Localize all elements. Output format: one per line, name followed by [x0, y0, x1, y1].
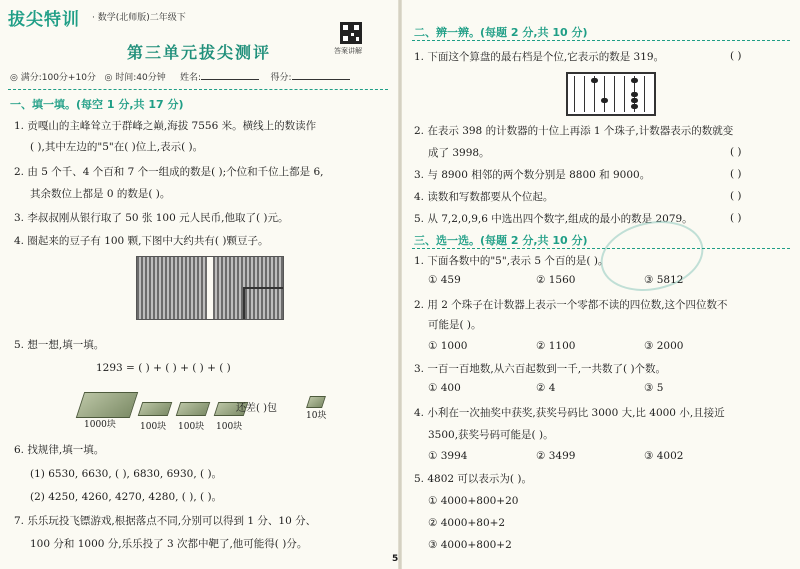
brand-logo: 拔尖特训: [8, 10, 80, 30]
judge-2-line1: 2. 在表示 398 的计数器的十位上再添 1 个珠子,计数器表示的数就变: [414, 125, 734, 137]
subject-label: · 数学(北师版)二年级下: [92, 13, 186, 23]
option[interactable]: ③ 5: [644, 382, 664, 394]
option[interactable]: ③ 4000+800+2: [428, 539, 512, 551]
question-7-line2: 100 分和 1000 分,乐乐投了 3 次都中靶了,他可能得( )分。: [30, 538, 308, 550]
block-label: 1000块: [84, 420, 116, 430]
divider: [8, 89, 388, 90]
choice-5: 5. 4802 可以表示为( )。: [414, 473, 532, 485]
choice-3-options: [428, 382, 752, 394]
option[interactable]: ① 3994: [428, 450, 468, 462]
divider: [412, 40, 790, 41]
option[interactable]: ② 4000+80+2: [428, 517, 506, 529]
time-limit: ◎ 时间:40分钟: [104, 73, 166, 83]
block-label: 10块: [306, 411, 327, 421]
question-2-line2: 其余数位上都是 0 的数是( )。: [30, 188, 171, 200]
choice-3: 3. 一百一百地数,从六百起数到一千,一共数了( )个数。: [414, 363, 667, 375]
judge-5: 5. 从 7,2,0,9,6 中选出四个数字,组成的最小的数是 2079。: [414, 213, 693, 225]
block-label: 100块: [216, 422, 243, 432]
thousand-block-icon: [76, 392, 138, 418]
still-short-label: 还差( )包: [236, 403, 277, 414]
section-heading-judge: 二、辨一辨。(每题 2 分,共 10 分): [414, 26, 588, 39]
choice-1: 1. 下面各数中的"5",表示 5 个百的是( )。: [414, 255, 609, 267]
option[interactable]: ① 1000: [428, 340, 468, 352]
name-label: 姓名:: [180, 73, 202, 83]
page-number: 5: [392, 554, 399, 564]
judge-1: 1. 下面这个算盘的最右档是个位,它表示的数是 319。: [414, 51, 665, 63]
answer-blank[interactable]: ( ): [730, 50, 742, 62]
left-page: [0, 0, 398, 569]
answer-blank[interactable]: ( ): [730, 190, 742, 202]
choice-4-line2: 3500,获奖号码可能是( )。: [428, 429, 554, 441]
hundred-block-icon: [176, 402, 211, 416]
question-6-part1: (1) 6530, 6630, ( ), 6830, 6930, ( )。: [30, 468, 223, 480]
judge-3: 3. 与 8900 相邻的两个数分别是 8800 和 9000。: [414, 169, 651, 181]
score-label: 得分:: [270, 73, 292, 83]
judge-4: 4. 读数和写数都要从个位起。: [414, 191, 554, 203]
section-heading-choose: 三、选一选。(每题 2 分,共 10 分): [414, 234, 588, 247]
name-field[interactable]: [201, 79, 259, 80]
option[interactable]: ① 459: [428, 274, 461, 286]
option[interactable]: ① 4000+800+20: [428, 495, 519, 507]
option[interactable]: ② 4: [536, 382, 556, 394]
choice-4-options: [428, 450, 752, 462]
option[interactable]: ③ 4002: [644, 450, 684, 462]
choice-2-line2: 可能是( )。: [428, 319, 482, 331]
question-4: 4. 圈起来的豆子有 100 颗,下图中大约共有( )颗豆子。: [14, 235, 269, 247]
option[interactable]: ① 400: [428, 382, 461, 394]
question-6: 6. 找规律,填一填。: [14, 444, 105, 456]
question-5-equation: 1293 = ( ) + ( ) + ( ) + ( ): [96, 362, 231, 374]
question-5: 5. 想一想,填一填。: [14, 339, 105, 351]
answer-blank[interactable]: ( ): [730, 146, 742, 158]
answer-blank[interactable]: ( ): [730, 168, 742, 180]
qr-label: 答案讲解: [334, 47, 362, 55]
full-score: ◎ 满分:100分+10分: [10, 73, 96, 83]
beans-picture: [136, 256, 284, 320]
divider: [412, 248, 790, 249]
block-label: 100块: [140, 422, 167, 432]
option[interactable]: ② 1100: [536, 340, 576, 352]
section-heading-fill: 一、填一填。(每空 1 分,共 17 分): [10, 98, 184, 111]
score-field[interactable]: [292, 79, 350, 80]
option[interactable]: ③ 2000: [644, 340, 684, 352]
question-7-line1: 7. 乐乐玩投飞镖游戏,根据落点不同,分别可以得到 1 分、10 分、: [14, 515, 317, 527]
choice-1-options: [428, 274, 752, 286]
option[interactable]: ② 3499: [536, 450, 576, 462]
abacus-picture: [566, 72, 656, 116]
choice-4-line1: 4. 小利在一次抽奖中获奖,获奖号码比 3000 大,比 4000 小,且接近: [414, 407, 725, 419]
question-1-line2: ( ),其中左边的"5"在( )位上,表示( )。: [30, 141, 204, 153]
question-6-part2: (2) 4250, 4260, 4270, 4280, ( ), ( )。: [30, 491, 223, 503]
hundred-block-icon: [138, 402, 173, 416]
judge-2-line2: 成了 3998。: [428, 147, 490, 159]
choice-2-options: [428, 340, 752, 352]
question-3: 3. 李叔叔刚从银行取了 50 张 100 元人民币,他取了( )元。: [14, 212, 289, 224]
answer-blank[interactable]: ( ): [730, 212, 742, 224]
question-1-line1: 1. 贡嘎山的主峰耸立于群峰之巅,海拔 7556 米。横线上的数读作: [14, 120, 317, 132]
choice-2-line1: 2. 用 2 个珠子在计数器上表示一个零都不读的四位数,这个四位数不: [414, 299, 728, 311]
test-meta: [10, 70, 350, 83]
ten-block-icon: [306, 396, 326, 408]
block-label: 100块: [178, 422, 205, 432]
option[interactable]: ③ 5812: [644, 274, 684, 286]
question-2-line1: 2. 由 5 个千、4 个百和 7 个一组成的数是( );个位和千位上都是 6,: [14, 166, 324, 178]
option[interactable]: ② 1560: [536, 274, 576, 286]
page-title: 第三单元拔尖测评: [126, 43, 271, 62]
